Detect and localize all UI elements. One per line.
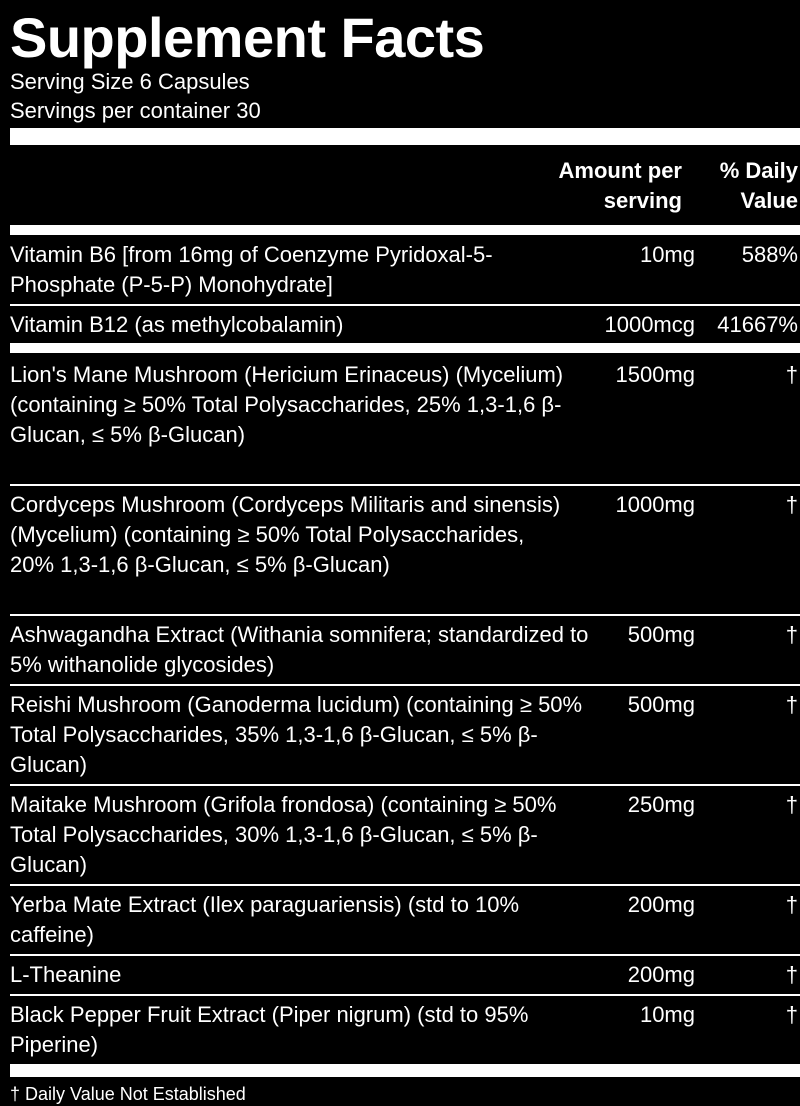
- nutrient-name: Vitamin B12 (as methylcobalamin): [10, 312, 344, 337]
- thick-divider-bottom: [10, 1064, 800, 1077]
- ingredient-name: Cordyceps Mushroom (Cordyceps Militaris and sinensis) (Mycelium) (containing ≥ 50% Total Polysaccharides, 20% 1,3-1,6 β-Glucan, ≤ 5% β-Glucan): [10, 492, 561, 577]
- nutrient-amount: 1000mcg: [604, 312, 695, 337]
- ingredient-daily-value: †: [785, 692, 798, 717]
- ingredient-amount: 1000mg: [615, 492, 695, 517]
- row-divider: [10, 994, 800, 996]
- ingredient-amount: 500mg: [627, 622, 695, 647]
- serving-size: Serving Size 6 Capsules: [10, 69, 250, 94]
- ingredient-name: Maitake Mushroom (Grifola frondosa) (containing ≥ 50% Total Polysaccharides, 30% 1,3-1,6 β-Glucan, ≤ 5% β-Glucan): [10, 792, 557, 877]
- ingredient-daily-value: †: [785, 962, 798, 987]
- servings-per-container: Servings per container 30: [10, 98, 261, 123]
- ingredient-daily-value: †: [785, 792, 798, 817]
- ingredient-amount: 200mg: [627, 962, 695, 987]
- divider-vitamins: [10, 343, 800, 353]
- row-divider: [10, 954, 800, 956]
- nutrient-daily-value: 588%: [741, 242, 798, 267]
- ingredient-daily-value: †: [785, 362, 798, 387]
- row-divider: [10, 884, 800, 886]
- daily-value-header: % Daily Value: [719, 158, 798, 213]
- ingredient-name: Yerba Mate Extract (Ilex paraguariensis) (std to 10% caffeine): [10, 892, 520, 947]
- ingredient-daily-value: †: [785, 492, 798, 517]
- ingredient-amount: 200mg: [627, 892, 695, 917]
- row-divider: [10, 614, 800, 616]
- ingredient-name: Ashwagandha Extract (Withania somnifera; standardized to 5% withanolide glycosides): [10, 622, 589, 677]
- thick-divider-top: [10, 128, 800, 145]
- ingredient-name: L-Theanine: [10, 962, 122, 987]
- nutrient-name: Vitamin B6 [from 16mg of Coenzyme Pyridoxal-5-Phosphate (P-5-P) Monohydrate]: [10, 242, 493, 297]
- row-divider: [10, 784, 800, 786]
- row-divider: [10, 684, 800, 686]
- ingredient-name: Black Pepper Fruit Extract (Piper nigrum) (std to 95% Piperine): [10, 1002, 529, 1057]
- row-divider: [10, 304, 800, 306]
- amount-per-serving-header: Amount per serving: [558, 158, 682, 213]
- ingredient-amount: 10mg: [639, 1002, 695, 1027]
- ingredient-name: Lion's Mane Mushroom (Hericium Erinaceus) (Mycelium) (containing ≥ 50% Total Polysaccharides, 25% 1,3-1,6 β-Glucan, ≤ 5% β-Glucan): [10, 362, 564, 447]
- panel-title: Supplement Facts: [10, 6, 485, 69]
- nutrient-amount: 10mg: [639, 242, 695, 267]
- ingredient-amount: 500mg: [627, 692, 695, 717]
- ingredient-daily-value: †: [785, 622, 798, 647]
- ingredient-amount: 250mg: [627, 792, 695, 817]
- ingredient-name: Reishi Mushroom (Ganoderma lucidum) (containing ≥ 50% Total Polysaccharides, 35% 1,3-1,6 β-Glucan, ≤ 5% β-Glucan): [10, 692, 583, 777]
- row-divider: [10, 484, 800, 486]
- ingredient-daily-value: †: [785, 892, 798, 917]
- ingredient-amount: 1500mg: [615, 362, 695, 387]
- footnote: † Daily Value Not Established: [10, 1084, 246, 1104]
- ingredient-daily-value: †: [785, 1002, 798, 1027]
- nutrient-daily-value: 41667%: [717, 312, 798, 337]
- divider-header: [10, 225, 800, 235]
